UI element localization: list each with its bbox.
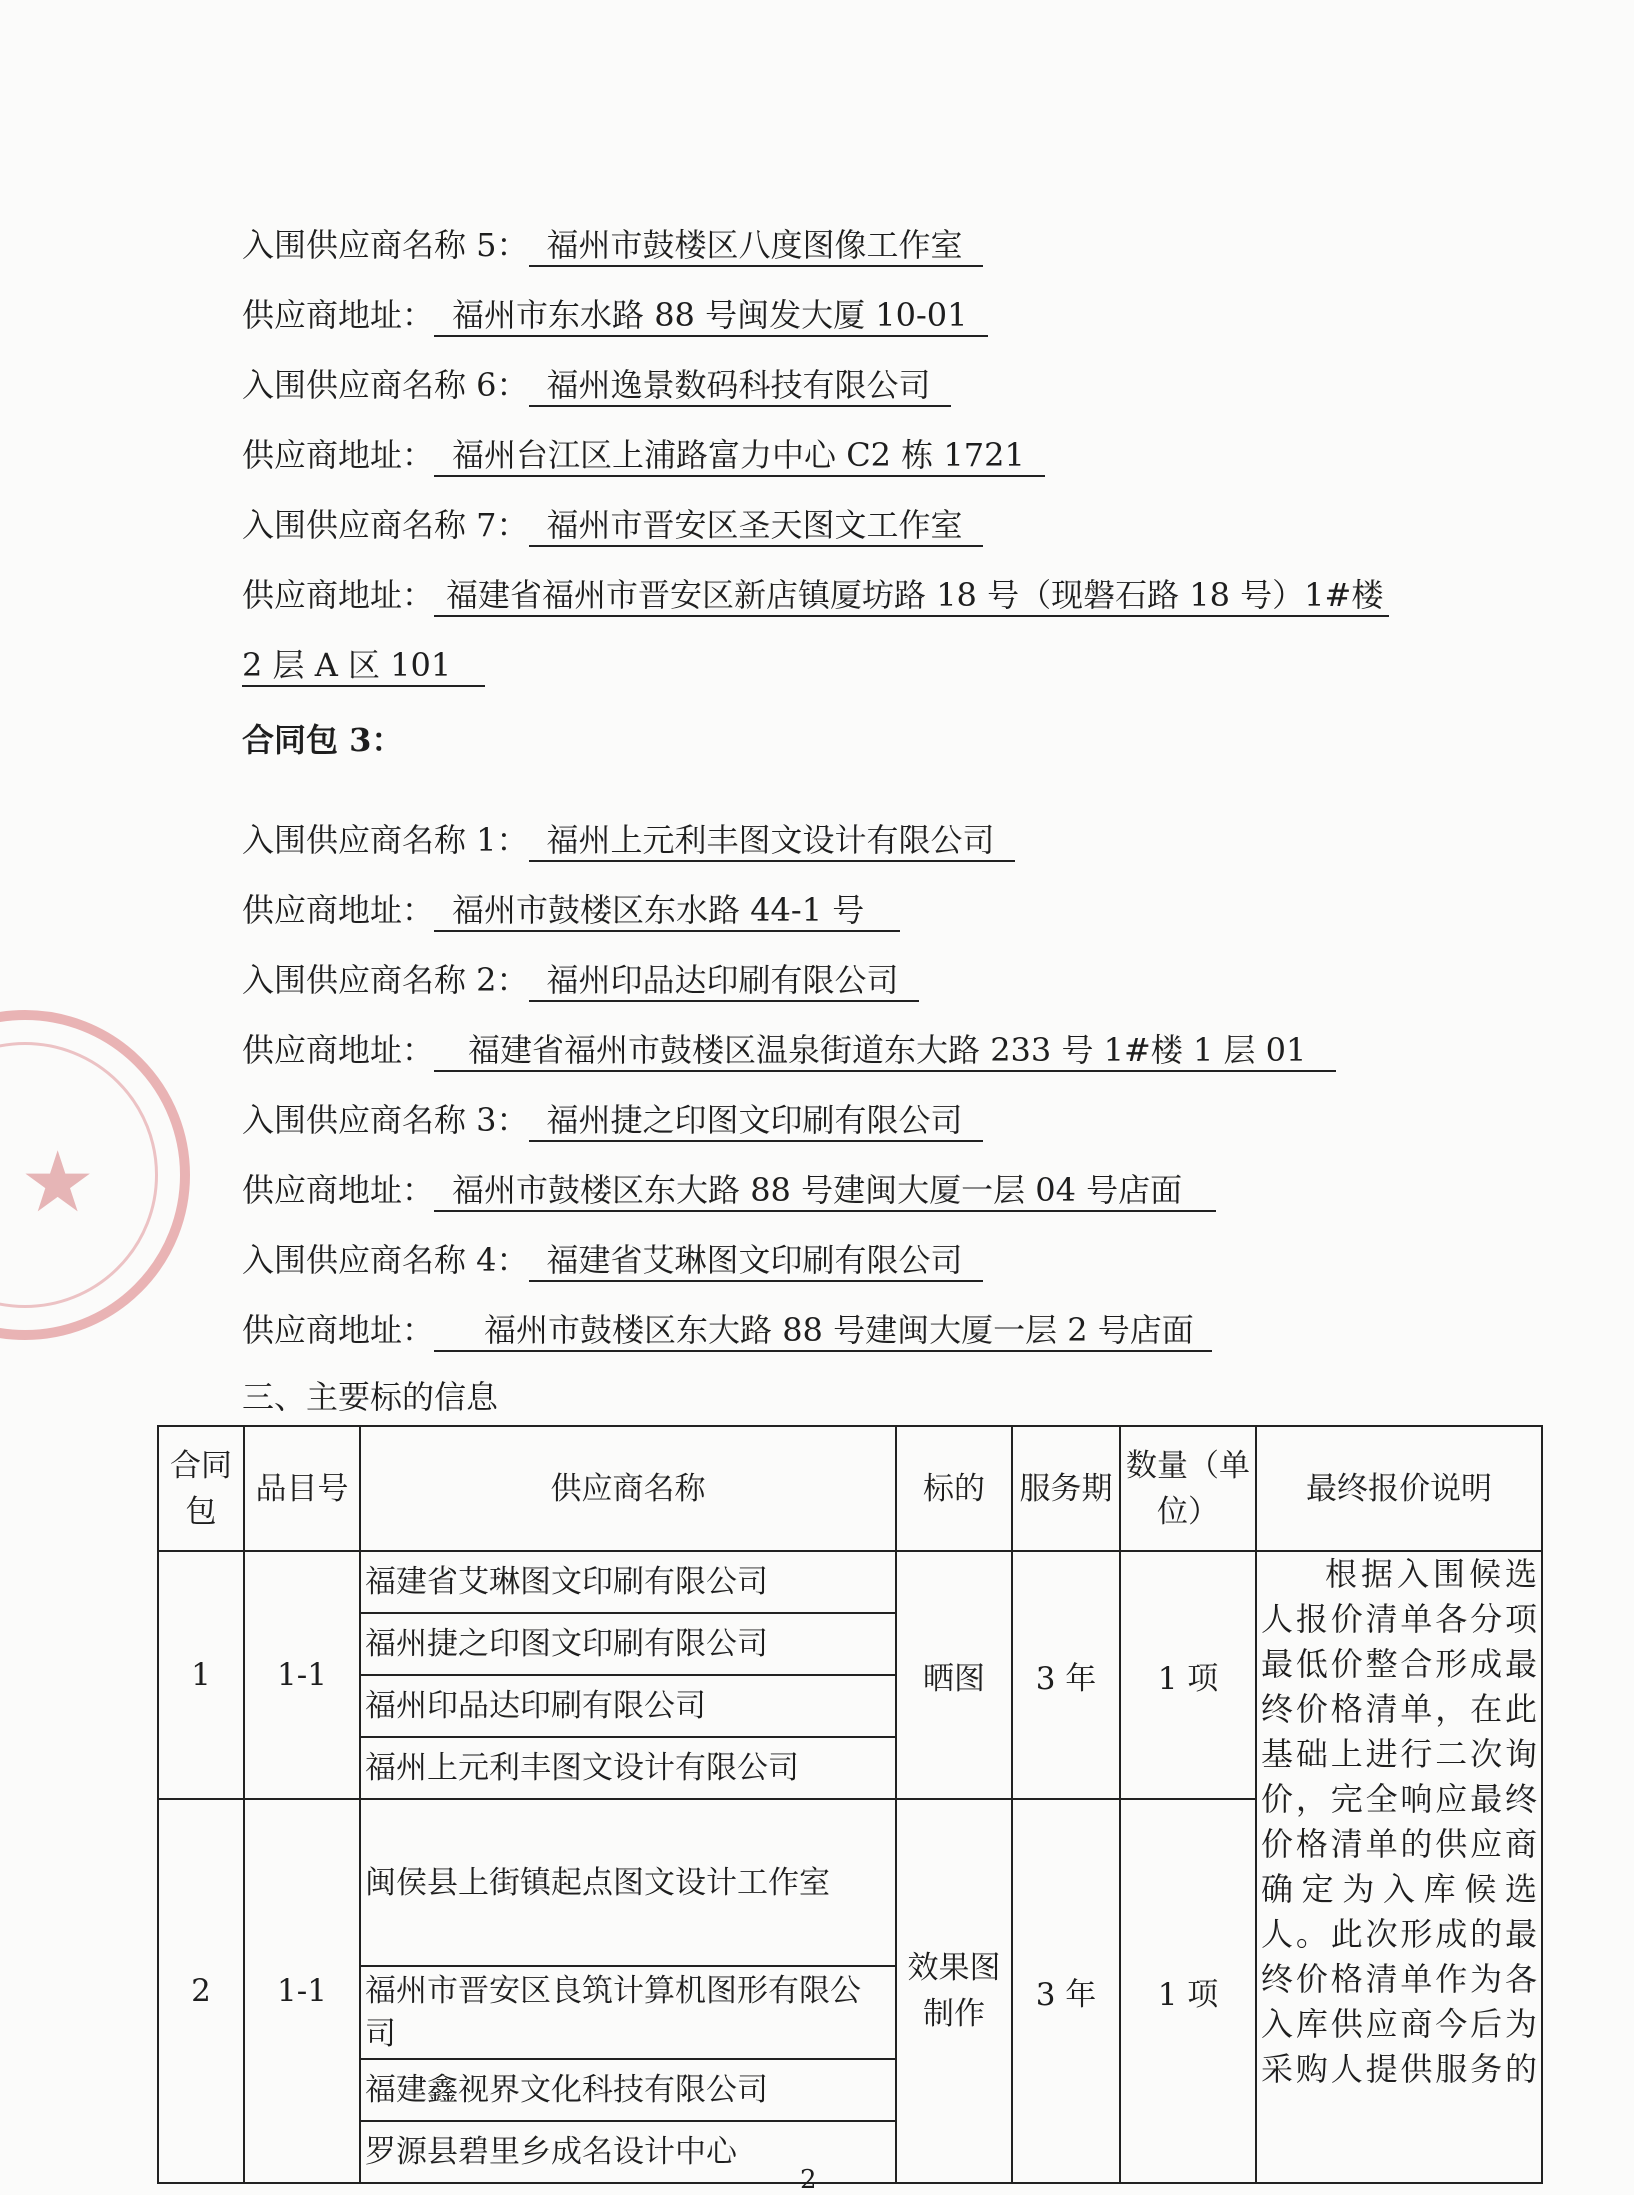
field-value: 福建省福州市鼓楼区温泉街道东大路 233 号 1#楼 1 层 01 (434, 1030, 1336, 1072)
package3-supplier-2-address-line (242, 1028, 1336, 1072)
field-value: 福建省艾琳图文印刷有限公司 (529, 1240, 983, 1282)
field-value: 福州市东水路 88 号闽发大厦 10-01 (434, 295, 988, 337)
field-label: 入围供应商名称 5： (242, 226, 529, 264)
supplier-6-name-line (242, 363, 951, 407)
field-value: 2 层 A 区 101 (242, 645, 485, 687)
table-header-row (158, 1426, 1542, 1551)
field-label: 供应商地址： (242, 891, 435, 929)
header-supplier-name: 供应商名称 (360, 1426, 896, 1551)
field-label: 供应商地址： (242, 1031, 435, 1069)
field-value: 福州逸景数码科技有限公司 (529, 365, 951, 407)
field-value: 福州上元利丰图文设计有限公司 (529, 820, 1015, 862)
header-price-note: 最终报价说明 (1256, 1426, 1542, 1551)
official-seal-stamp (0, 1010, 190, 1340)
field-value: 福州市鼓楼区八度图像工作室 (529, 225, 983, 267)
header-service-period: 服务期 (1012, 1426, 1120, 1551)
field-label: 入围供应商名称 7： (242, 506, 529, 544)
package3-supplier-3-name-line (242, 1098, 983, 1142)
cell-supplier: 福州上元利丰图文设计有限公司 (360, 1737, 896, 1799)
field-value: 福州市鼓楼区东大路 88 号建闽大厦一层 2 号店面 (434, 1310, 1212, 1352)
field-label: 供应商地址： (242, 1171, 435, 1209)
field-value: 福州市鼓楼区东大路 88 号建闽大厦一层 04 号店面 (434, 1170, 1216, 1212)
cell-service-period: 3 年 (1012, 1799, 1120, 2183)
field-label: 入围供应商名称 2： (242, 961, 529, 999)
field-label: 入围供应商名称 6： (242, 366, 529, 404)
cell-supplier: 福州捷之印图文印刷有限公司 (360, 1613, 896, 1675)
cell-supplier: 罗源县碧里乡成名设计中心 (360, 2121, 896, 2183)
supplier-5-name-line (242, 223, 983, 267)
section-3-title: 三、主要标的信息 (242, 1378, 499, 1416)
table-row (158, 1551, 1542, 1613)
field-label: 供应商地址： (242, 1311, 435, 1349)
package3-supplier-2-name-line (242, 958, 919, 1002)
cell-supplier: 闽侯县上街镇起点图文设计工作室 (360, 1799, 896, 1966)
field-label: 入围供应商名称 4： (242, 1241, 529, 1279)
supplier-6-address-line (242, 433, 1045, 477)
package-3-heading: 合同包 3： (242, 721, 404, 759)
cell-subject: 晒图 (896, 1551, 1012, 1799)
field-label: 供应商地址： (242, 436, 435, 474)
price-note-text: 根据入围候选人报价清单各分项最低价整合形成最终价格清单，在此基础上进行二次询价，完全响应最终价格清单的供应商确定为入库候选人。此次形成的最终价格清单作为各入库供应商今后为采购人提供服务的 (1261, 1555, 1537, 2088)
package3-supplier-3-address-line (242, 1168, 1216, 1212)
field-label: 入围供应商名称 1： (242, 821, 529, 859)
field-value: 福州市鼓楼区东水路 44-1 号 (434, 890, 900, 932)
page-number: 2 (800, 2165, 817, 2195)
package3-supplier-4-address-line (242, 1308, 1212, 1352)
cell-item-no: 1-1 (244, 1799, 360, 2183)
cell-supplier: 福州印品达印刷有限公司 (360, 1675, 896, 1737)
supplier-5-address-line (242, 293, 988, 337)
cell-item-no: 1-1 (244, 1551, 360, 1799)
field-value: 福州捷之印图文印刷有限公司 (529, 1100, 983, 1142)
field-label: 入围供应商名称 3： (242, 1101, 529, 1139)
supplier-7-name-line (242, 503, 983, 547)
package3-supplier-1-name-line (242, 818, 1015, 862)
field-value: 福州印品达印刷有限公司 (529, 960, 919, 1002)
cell-package: 2 (158, 1799, 244, 2183)
header-quantity: 数量（单位） (1120, 1426, 1256, 1551)
field-label: 供应商地址： (242, 576, 435, 614)
field-value: 福州台江区上浦路富力中心 C2 栋 1721 (434, 435, 1045, 477)
seal-star-icon: ★ (20, 1133, 96, 1231)
cell-quantity: 1 项 (1120, 1799, 1256, 2183)
cell-package: 1 (158, 1551, 244, 1799)
cell-supplier: 福建鑫视界文化科技有限公司 (360, 2059, 896, 2121)
cell-service-period: 3 年 (1012, 1551, 1120, 1799)
field-value: 福建省福州市晋安区新店镇厦坊路 18 号（现磐石路 18 号）1#楼 (434, 575, 1389, 617)
package3-supplier-1-address-line (242, 888, 900, 932)
cell-supplier: 福建省艾琳图文印刷有限公司 (360, 1551, 896, 1613)
cell-supplier: 福州市晋安区良筑计算机图形有限公司 (360, 1966, 896, 2059)
supplier-7-address-line (242, 573, 1389, 617)
header-subject: 标的 (896, 1426, 1012, 1551)
main-subject-table (157, 1425, 1543, 2184)
supplier-7-address-continued (242, 643, 485, 687)
header-package: 合同包 (158, 1426, 244, 1551)
cell-subject: 效果图制作 (896, 1799, 1012, 2183)
cell-quantity: 1 项 (1120, 1551, 1256, 1799)
field-value: 福州市晋安区圣天图文工作室 (529, 505, 983, 547)
header-item-no: 品目号 (244, 1426, 360, 1551)
package3-supplier-4-name-line (242, 1238, 983, 1282)
field-label: 供应商地址： (242, 296, 435, 334)
cell-price-note (1256, 1551, 1542, 2183)
